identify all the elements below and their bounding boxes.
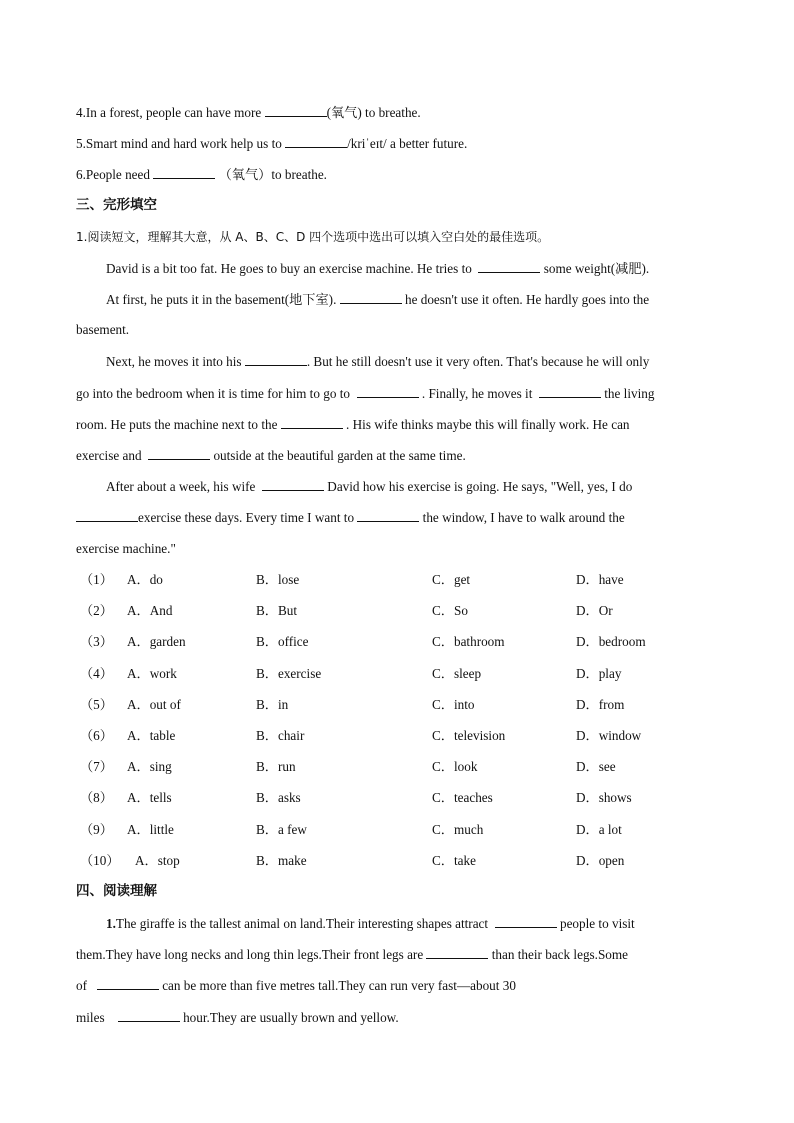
reading-text: The giraffe is the tallest animal on land.Their interesting shapes attract <box>115 916 489 931</box>
reading-line <box>76 945 628 964</box>
fill-item-4-hint: (氧气) to breathe. <box>326 105 421 120</box>
option-d[interactable]: D．bedroom <box>576 634 646 649</box>
reading-line <box>76 976 516 995</box>
option-number: （5） <box>80 697 113 712</box>
fill-item-5 <box>76 134 467 153</box>
reading-text: than their back legs.Some <box>491 947 628 962</box>
reading-text: can be more than five metres tall.They can run very fast—about 30 <box>162 978 516 993</box>
passage-line <box>106 259 649 278</box>
option-b[interactable]: B．office <box>256 634 309 649</box>
fill-item-5-hint: /kriˈeɪt/ a better future. <box>347 136 468 151</box>
answer-blank[interactable] <box>97 976 159 990</box>
option-b[interactable]: B．asks <box>256 790 301 805</box>
option-d[interactable]: D．Or <box>576 603 613 618</box>
fill-item-6 <box>76 165 327 184</box>
passage-text: . His wife thinks maybe this will finally work. He can <box>346 417 630 432</box>
option-row <box>76 758 716 776</box>
option-c[interactable]: C．teaches <box>432 790 493 805</box>
passage-text: some weight(减肥). <box>543 261 650 276</box>
reading-text: them.They have long necks and long thin legs.Their front legs are <box>76 947 424 962</box>
option-row <box>76 696 716 714</box>
option-a[interactable]: A．do <box>127 572 163 587</box>
passage-line: basement. <box>76 322 130 337</box>
option-b[interactable]: B．in <box>256 697 289 712</box>
option-b[interactable]: B．make <box>256 853 307 868</box>
fill-item-4-text: 4.In a forest, people can have more <box>76 105 262 120</box>
option-number: （2） <box>80 603 113 618</box>
answer-blank[interactable] <box>118 1008 180 1022</box>
option-row <box>76 821 716 839</box>
answer-blank-3[interactable] <box>245 352 307 366</box>
passage-text: exercise these days. Every time I want to <box>138 510 355 525</box>
answer-blank[interactable] <box>426 945 488 959</box>
option-number: （10） <box>80 853 120 868</box>
option-row <box>76 633 716 651</box>
option-number: （1） <box>80 572 113 587</box>
reading-text: miles <box>76 1010 105 1025</box>
option-number: （9） <box>80 822 113 837</box>
option-d[interactable]: D．have <box>576 572 624 587</box>
passage-text: outside at the beautiful garden at the same time. <box>213 448 466 463</box>
reading-line <box>106 914 635 933</box>
answer-blank[interactable] <box>285 134 347 148</box>
answer-blank-6[interactable] <box>281 415 343 429</box>
option-b[interactable]: B．lose <box>256 572 300 587</box>
passage-line <box>76 415 630 434</box>
passage-line <box>106 477 632 496</box>
passage-line <box>76 446 466 465</box>
option-number: （4） <box>80 666 113 681</box>
passage-text: After about a week, his wife <box>106 479 256 494</box>
option-number: （8） <box>80 790 113 805</box>
reading-text: hour.They are usually brown and yellow. <box>183 1010 399 1025</box>
option-d[interactable]: D．window <box>576 728 642 743</box>
fill-item-6-hint: （氧气）to breathe. <box>218 167 327 182</box>
passage-line: exercise machine." <box>76 541 176 556</box>
option-d[interactable]: D．shows <box>576 790 632 805</box>
option-b[interactable]: B．run <box>256 759 296 774</box>
option-a[interactable]: A．sing <box>127 759 172 774</box>
option-row <box>76 665 716 683</box>
section-3-heading: 三、完形填空 <box>76 197 157 213</box>
option-a[interactable]: A．And <box>127 603 173 618</box>
passage-text: . But he still doesn't use it very often. That's because he will only <box>306 354 650 369</box>
fill-item-5-text: 5.Smart mind and hard work help us to <box>76 136 282 151</box>
passage-text: At first, he puts it in the basement(地下室). <box>106 292 337 307</box>
option-a[interactable]: A．stop <box>135 853 180 868</box>
answer-blank-8[interactable] <box>262 477 324 491</box>
passage-text: the living <box>604 386 655 401</box>
option-a[interactable]: A．garden <box>127 634 186 649</box>
answer-blank-4[interactable] <box>357 384 419 398</box>
option-b[interactable]: B．chair <box>256 728 305 743</box>
option-a[interactable]: A．work <box>127 666 177 681</box>
answer-blank-2[interactable] <box>340 290 402 304</box>
option-d[interactable]: D．open <box>576 853 625 868</box>
answer-blank-1[interactable] <box>478 259 540 273</box>
passage-line <box>76 508 625 527</box>
option-row <box>76 727 716 745</box>
fill-item-6-text: 6.People need <box>76 167 150 182</box>
option-c[interactable]: C．into <box>432 697 475 712</box>
passage-text: Next, he moves it into his <box>106 354 242 369</box>
reading-text: people to visit <box>559 916 635 931</box>
option-c[interactable]: C．much <box>432 822 484 837</box>
option-d[interactable]: D．a lot <box>576 822 622 837</box>
option-d[interactable]: D．see <box>576 759 616 774</box>
option-b[interactable]: B．But <box>256 603 298 618</box>
option-number: （6） <box>80 728 113 743</box>
passage-line <box>106 290 649 309</box>
passage-text: the window, I have to walk around the <box>422 510 625 525</box>
reading-line <box>76 1008 399 1027</box>
option-c[interactable]: C．take <box>432 853 476 868</box>
passage-text: go into the bedroom when it is time for him to go to <box>76 386 350 401</box>
passage-text: room. He puts the machine next to the <box>76 417 278 432</box>
passage-line <box>106 352 649 371</box>
option-a[interactable]: A．little <box>127 822 174 837</box>
option-b[interactable]: B．exercise <box>256 666 322 681</box>
option-number: （7） <box>80 759 113 774</box>
answer-blank-10[interactable] <box>357 508 419 522</box>
option-c[interactable]: C．look <box>432 759 478 774</box>
option-a[interactable]: A．table <box>127 728 176 743</box>
option-c[interactable]: C．television <box>432 728 506 743</box>
passage-text: exercise and <box>76 448 142 463</box>
passage-text: David is a bit too fat. He goes to buy an exercise machine. He tries to <box>106 261 472 276</box>
option-a[interactable]: A．tells <box>127 790 172 805</box>
option-c[interactable]: C．sleep <box>432 666 482 681</box>
option-row <box>76 852 716 870</box>
section-4-heading: 四、阅读理解 <box>76 883 157 899</box>
question-number: 1. <box>106 916 116 931</box>
option-c[interactable]: C．bathroom <box>432 634 505 649</box>
option-row <box>76 789 716 807</box>
answer-blank[interactable] <box>495 914 557 928</box>
option-b[interactable]: B．a few <box>256 822 307 837</box>
option-d[interactable]: D．from <box>576 697 625 712</box>
answer-blank-7[interactable] <box>148 446 210 460</box>
reading-text: of <box>76 978 87 993</box>
section-3-instruction: 1.阅读短文，理解其大意，从 A、B、C、D 四个选项中选出可以填入空白处的最佳选项。 <box>76 230 550 244</box>
passage-text: David how his exercise is going. He says, "Well, yes, I do <box>327 479 633 494</box>
option-c[interactable]: C．get <box>432 572 471 587</box>
answer-blank-9[interactable] <box>76 508 138 522</box>
answer-blank[interactable] <box>153 165 215 179</box>
passage-text: . Finally, he moves it <box>421 386 533 401</box>
answer-blank-5[interactable] <box>539 384 601 398</box>
fill-item-4 <box>76 103 421 122</box>
answer-blank[interactable] <box>265 103 327 117</box>
option-a[interactable]: A．out of <box>127 697 181 712</box>
option-row <box>76 602 716 620</box>
option-row <box>76 571 716 589</box>
option-number: （3） <box>80 634 113 649</box>
passage-text: he doesn't use it often. He hardly goes into the <box>404 292 650 307</box>
option-d[interactable]: D．play <box>576 666 622 681</box>
option-c[interactable]: C．So <box>432 603 468 618</box>
passage-line <box>76 384 654 403</box>
